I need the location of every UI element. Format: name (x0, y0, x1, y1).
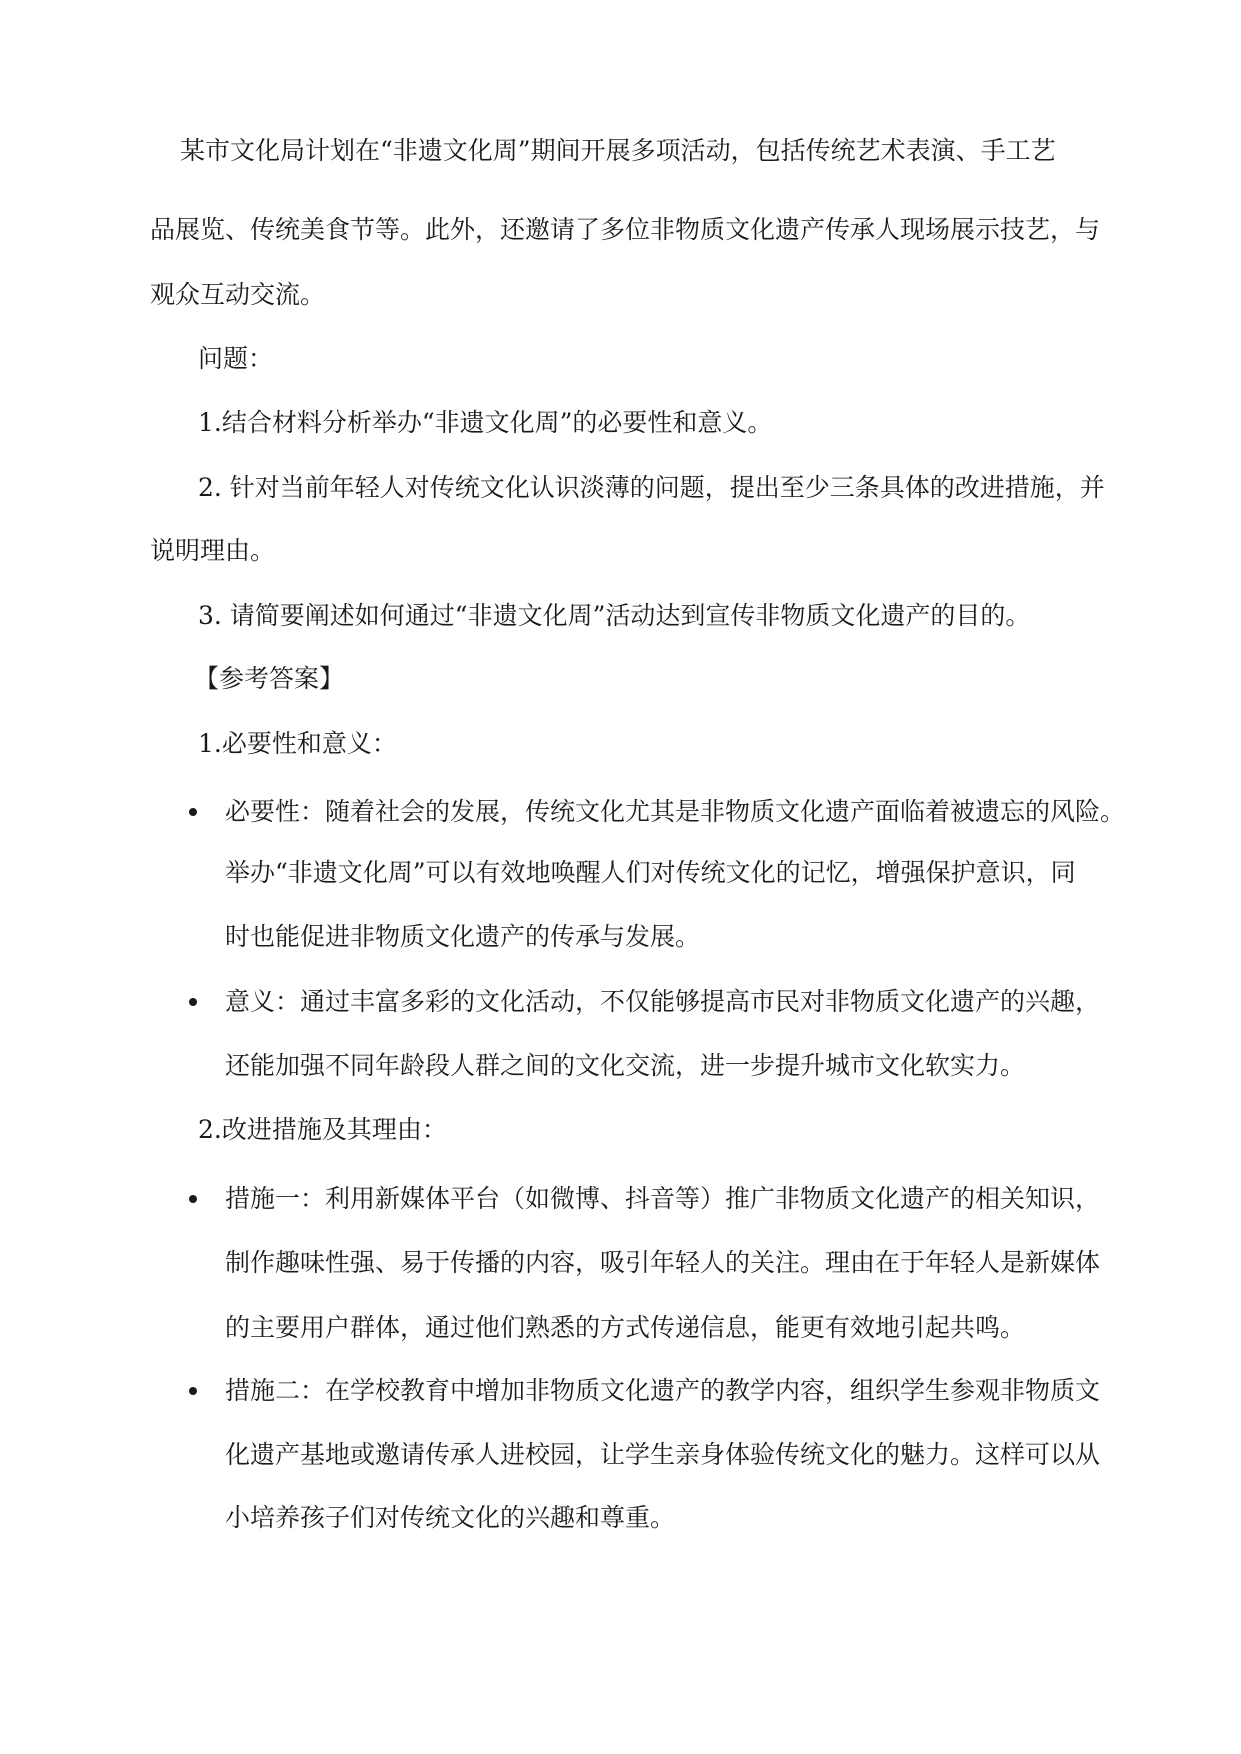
measure-2-line-2: 化遗产基地或邀请传承人进校园，让学生亲身体验传统文化的魅力。这样可以从 (225, 1440, 1101, 1469)
significance-line-1: 意义：通过丰富多彩的文化活动，不仅能够提高市民对非物质文化遗产的兴趣， (225, 987, 1101, 1016)
necessity-line-2: 举办“非遗文化周”可以有效地唤醒人们对传统文化的记忆，增强保护意识，同 (225, 858, 1076, 887)
answers-heading: 【参考答案】 (194, 664, 345, 693)
question-2-line-2: 说明理由。 (150, 536, 276, 565)
measure-1-line-2: 制作趣味性强、易于传播的内容，吸引年轻人的关注。理由在于年轻人是新媒体 (225, 1248, 1101, 1277)
intro-line-2: 品展览、传统美食节等。此外，还邀请了多位非物质文化遗产传承人现场展示技艺，与 (150, 215, 1101, 244)
answer-1-heading: 1.必要性和意义： (198, 729, 397, 758)
question-2-line-1: 2. 针对当前年轻人对传统文化认识淡薄的问题，提出至少三条具体的改进措施，并 (198, 473, 1105, 502)
necessity-line-1: 必要性：随着社会的发展，传统文化尤其是非物质文化遗产面临着被遗忘的风险。 (225, 797, 1126, 826)
measure-2-line-3: 小培养孩子们对传统文化的兴趣和尊重。 (225, 1503, 676, 1532)
measure-2-line-1: 措施二：在学校教育中增加非物质文化遗产的教学内容，组织学生参观非物质文 (225, 1376, 1101, 1405)
question-1: 1.结合材料分析举办“非遗文化周”的必要性和意义。 (198, 408, 773, 437)
bullet-icon (189, 1195, 197, 1203)
measure-1-line-1: 措施一：利用新媒体平台（如微博、抖音等）推广非物质文化遗产的相关知识， (225, 1184, 1101, 1213)
necessity-line-3: 时也能促进非物质文化遗产的传承与发展。 (225, 922, 701, 951)
question-3: 3. 请简要阐述如何通过“非遗文化周”活动达到宣传非物质文化遗产的目的。 (198, 601, 1031, 630)
questions-heading: 问题： (198, 344, 274, 373)
bullet-icon (189, 1387, 197, 1395)
bullet-icon (189, 998, 197, 1006)
measure-1-line-3: 的主要用户群体，通过他们熟悉的方式传递信息，能更有效地引起共鸣。 (225, 1313, 1026, 1342)
intro-line-3: 观众互动交流。 (150, 280, 326, 309)
answer-2-heading: 2.改进措施及其理由： (198, 1115, 447, 1144)
significance-line-2: 还能加强不同年龄段人群之间的文化交流，进一步提升城市文化软实力。 (225, 1051, 1026, 1080)
bullet-icon (189, 808, 197, 816)
intro-line-1: 某市文化局计划在“非遗文化周”期间开展多项活动，包括传统艺术表演、手工艺 (180, 136, 1056, 165)
